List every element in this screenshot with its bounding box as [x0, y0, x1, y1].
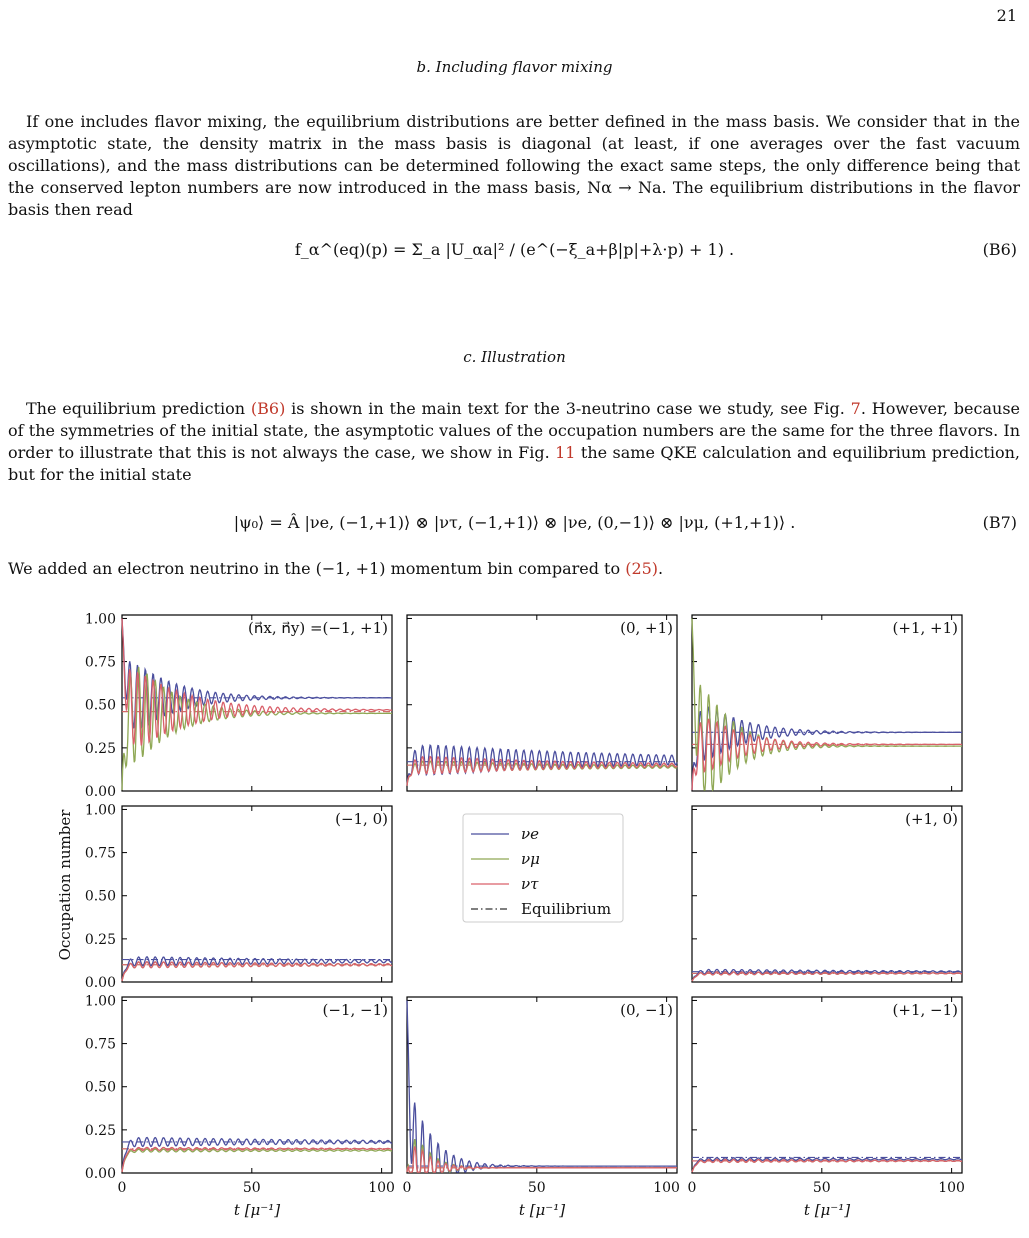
y-tick-label: 0.25 — [84, 740, 116, 757]
y-tick-label: 1.00 — [84, 611, 116, 628]
panel-label: (n⃗x, n⃗y) =(−1, +1) — [248, 619, 388, 637]
panel-frame — [122, 806, 392, 982]
series-line — [407, 1001, 677, 1173]
ref-b6-link[interactable]: (B6) — [250, 399, 286, 418]
series-line — [122, 1138, 392, 1173]
panel-frame — [692, 997, 962, 1173]
panel-frame — [122, 997, 392, 1173]
series-line — [692, 707, 962, 790]
panel-4 — [85, 802, 392, 991]
occupation-number-figure — [0, 600, 1029, 1238]
para3-text-1: We added an electron neutrino in the (−1, +1) momentum bin compared to — [8, 559, 626, 578]
y-axis-label: Occupation number — [56, 809, 74, 961]
x-tick-label: 0 — [687, 1180, 697, 1196]
panel-frame — [692, 806, 962, 982]
y-tick-label: 1.00 — [84, 993, 116, 1010]
paragraph-flavor-mixing: If one includes flavor mixing, the equilibrium distributions are better defined in the mass basis. We consider that in the asymptotic state, the density matrix in the mass basis is diagonal (at least, if one averages over the fast vacuum oscillations), and the mass distributions can be determined following the exact same steps, the only difference being that the conserved lepton numbers are now introduced in the mass basis, Nα → Na. The equilibrium distributions in the flavor basis then read — [8, 112, 1020, 219]
legend-label: ντ — [521, 875, 539, 893]
panel-8 — [403, 997, 680, 1219]
x-tick-label: 50 — [527, 1180, 546, 1196]
equation-b6 — [0, 240, 1029, 280]
legend-label: νe — [521, 825, 539, 843]
legend-label: Equilibrium — [521, 900, 612, 918]
series-line — [122, 619, 392, 746]
y-tick-label: 0.75 — [84, 1036, 116, 1053]
panel-frame — [407, 997, 677, 1173]
para2-text-2: is shown in the main text for the 3-neutrino case we study, see Fig. — [285, 399, 851, 418]
para2-text-1: The equilibrium prediction — [26, 399, 251, 418]
series-line — [122, 957, 392, 981]
legend — [463, 814, 623, 922]
x-tick-label: 100 — [938, 1180, 965, 1196]
panel-9 — [688, 997, 965, 1219]
x-tick-label: 50 — [242, 1180, 261, 1196]
y-tick-label: 1.00 — [84, 802, 116, 819]
x-tick-label: 0 — [117, 1180, 127, 1196]
equation-b7 — [0, 513, 1029, 537]
para3-text-2: . — [658, 559, 664, 578]
y-tick-label: 0.75 — [84, 845, 116, 862]
y-tick-label: 0.00 — [84, 1166, 116, 1182]
y-tick-label: 0.00 — [84, 975, 116, 991]
paragraph-illustration — [8, 398, 1020, 486]
series-line — [692, 972, 962, 981]
legend-label: νμ — [521, 850, 540, 868]
section-heading-b: b. Including flavor mixing — [416, 58, 613, 76]
equation-b7-body: |ψ₀⟩ = Â |νe, (−1,+1)⟩ ⊗ |ντ, (−1,+1)⟩ ⊗ |νe, (0,−1)⟩ ⊗ |νμ, (+1,+1)⟩ . — [233, 513, 796, 532]
panel-label: (−1, 0) — [335, 810, 388, 828]
series-line — [692, 619, 962, 791]
panel-label: (−1, −1) — [322, 1001, 388, 1019]
x-tick-label: 100 — [653, 1180, 680, 1196]
y-tick-label: 0.50 — [84, 888, 116, 905]
y-tick-label: 0.50 — [84, 1079, 116, 1096]
panel-3 — [692, 615, 962, 791]
y-tick-label: 0.50 — [84, 697, 116, 714]
page-number: 21 — [996, 6, 1017, 25]
x-tick-label: 0 — [402, 1180, 412, 1196]
panel-label: (+1, +1) — [892, 619, 958, 637]
equation-b6-label: (B6) — [982, 240, 1017, 259]
y-tick-label: 0.75 — [84, 654, 116, 671]
panel-2 — [407, 615, 677, 791]
series-line — [122, 1149, 392, 1172]
paragraph-added-neutrino — [8, 558, 1020, 580]
panel-label: (+1, −1) — [892, 1001, 958, 1019]
series-line — [692, 969, 962, 981]
equation-b7-label: (B7) — [982, 513, 1017, 532]
ref-eq25-link[interactable]: (25) — [625, 559, 659, 578]
x-tick-label: 50 — [812, 1180, 831, 1196]
x-tick-label: 100 — [368, 1180, 395, 1196]
panel-label: (0, +1) — [620, 619, 673, 637]
panel-1 — [85, 611, 392, 800]
panel-label: (+1, 0) — [905, 810, 958, 828]
x-axis-label: t [μ⁻¹] — [518, 1201, 566, 1219]
panel-5 — [463, 814, 623, 922]
panel-7 — [85, 993, 395, 1219]
section-heading-c: c. Illustration — [463, 348, 566, 366]
panel-frame — [692, 615, 962, 791]
para2-text-3: . However, because of the symmetries of the initial state, the asymptotic values of the occupation numbers are the same for the three flavors. In order to illustrate that this is not always the case, we show in Fig. — [8, 399, 1020, 462]
equation-b6-body: f_α^(eq)(p) = Σ_a |U_αa|² / (e^(−ξ_a+β|p|+λ·p) + 1) . — [294, 240, 735, 259]
ref-fig7-link[interactable]: 7 — [850, 399, 861, 418]
panel-label: (0, −1) — [620, 1001, 673, 1019]
para2-text-4: the same QKE calculation and equilibrium prediction, but for the initial state — [8, 443, 1021, 484]
y-tick-label: 0.00 — [84, 784, 116, 800]
y-tick-label: 0.25 — [84, 1122, 116, 1139]
x-axis-label: t [μ⁻¹] — [803, 1201, 851, 1219]
panel-6 — [692, 806, 962, 982]
ref-fig11-link[interactable]: 11 — [555, 443, 576, 462]
y-tick-label: 0.25 — [84, 931, 116, 948]
x-axis-label: t [μ⁻¹] — [233, 1201, 281, 1219]
